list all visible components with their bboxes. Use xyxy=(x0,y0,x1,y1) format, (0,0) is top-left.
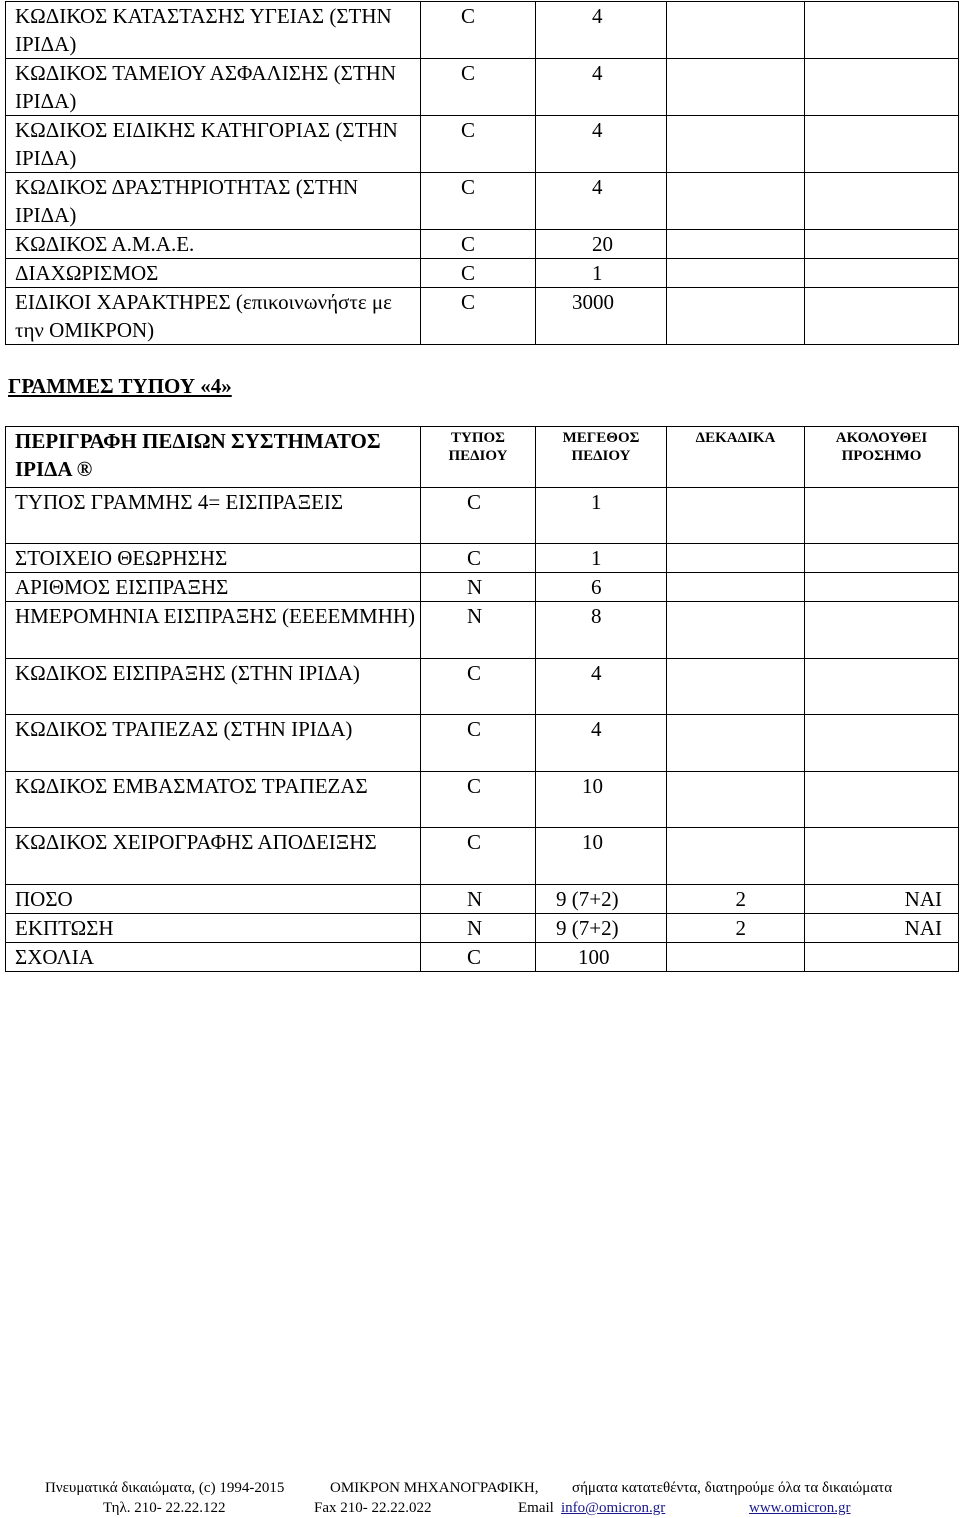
field-size: 1 xyxy=(536,488,667,544)
field-size: 9 (7+2) xyxy=(536,914,667,943)
field-type: C xyxy=(421,943,536,972)
field-size: 4 xyxy=(536,659,667,715)
table-row xyxy=(6,173,959,230)
field-sign: ΝΑΙ xyxy=(805,914,959,943)
table-row xyxy=(6,943,959,972)
field-sign xyxy=(805,659,959,715)
table-row xyxy=(6,828,959,885)
footer-email-label: Email xyxy=(518,1500,554,1516)
field-size: 9 (7+2) xyxy=(536,885,667,914)
footer-phone: Τηλ. 210- 22.22.122 xyxy=(103,1500,226,1516)
table-row xyxy=(6,230,959,259)
field-type: C xyxy=(421,544,536,573)
field-description: ΚΩΔΙΚΟΣ ΕΙΣΠΡΑΞΗΣ (ΣΤΗΝ ΙΡΙΔΑ) xyxy=(6,659,421,715)
field-sign xyxy=(805,2,959,59)
header-sign: ΑΚΟΛΟΥΘΕΙ ΠΡΟΣΗΜΟ xyxy=(805,427,959,488)
table-row xyxy=(6,573,959,602)
footer-fax: Fax 210- 22.22.022 xyxy=(314,1500,432,1516)
field-table-type-4 xyxy=(5,426,959,972)
field-type: C xyxy=(421,715,536,772)
field-sign xyxy=(805,116,959,173)
field-type: N xyxy=(421,602,536,659)
footer-email-link[interactable]: info@omicron.gr xyxy=(561,1500,666,1516)
field-size: 8 xyxy=(536,602,667,659)
field-decimals xyxy=(667,715,805,772)
field-description: ΔΙΑΧΩΡΙΣΜΟΣ xyxy=(6,259,421,288)
field-description: ΚΩΔΙΚΟΣ ΕΙΔΙΚΗΣ ΚΑΤΗΓΟΡΙΑΣ (ΣΤΗΝ ΙΡΙΔΑ) xyxy=(6,116,421,173)
field-type: C xyxy=(421,2,536,59)
table-row xyxy=(6,885,959,914)
table-row xyxy=(6,544,959,573)
field-sign xyxy=(805,602,959,659)
field-size: 10 xyxy=(536,828,667,885)
table-row xyxy=(6,715,959,772)
field-sign xyxy=(805,288,959,345)
field-sign xyxy=(805,544,959,573)
field-decimals xyxy=(667,602,805,659)
field-description: ΠΟΣΟ xyxy=(6,885,421,914)
table-row xyxy=(6,259,959,288)
field-description: ΚΩΔΙΚΟΣ ΤΡΑΠΕΖΑΣ (ΣΤΗΝ ΙΡΙΔΑ) xyxy=(6,715,421,772)
section-title: ΓΡΑΜΜΕΣ ΤΥΠΟΥ «4» xyxy=(8,374,232,398)
field-type: C xyxy=(421,259,536,288)
field-decimals xyxy=(667,772,805,828)
field-sign xyxy=(805,715,959,772)
field-type: C xyxy=(421,828,536,885)
footer-website-link[interactable]: www.omicron.gr xyxy=(749,1500,851,1516)
field-type: C xyxy=(421,173,536,230)
field-type: N xyxy=(421,885,536,914)
field-sign xyxy=(805,59,959,116)
field-decimals: 2 xyxy=(667,914,805,943)
field-decimals xyxy=(667,173,805,230)
header-description: ΠΕΡΙΓΡΑΦΗ ΠΕΔΙΩΝ ΣΥΣΤΗΜΑΤΟΣ ΙΡΙΔΑ ® xyxy=(6,427,421,488)
field-type: C xyxy=(421,488,536,544)
field-size: 100 xyxy=(536,943,667,972)
field-description: ΚΩΔΙΚΟΣ ΧΕΙΡΟΓΡΑΦΗΣ ΑΠΟΔΕΙΞΗΣ xyxy=(6,828,421,885)
field-type: N xyxy=(421,573,536,602)
field-decimals xyxy=(667,259,805,288)
field-description: ΚΩΔΙΚΟΣ ΔΡΑΣΤΗΡΙΟΤΗΤΑΣ (ΣΤΗΝ ΙΡΙΔΑ) xyxy=(6,173,421,230)
field-sign: ΝΑΙ xyxy=(805,885,959,914)
table-row xyxy=(6,659,959,715)
field-sign xyxy=(805,259,959,288)
header-decimals: ΔΕΚΑΔΙΚΑ xyxy=(667,427,805,488)
field-size: 4 xyxy=(536,116,667,173)
field-sign xyxy=(805,828,959,885)
field-decimals xyxy=(667,943,805,972)
field-decimals xyxy=(667,573,805,602)
field-decimals xyxy=(667,828,805,885)
footer-company: ΟΜΙΚΡΟΝ ΜΗΧΑΝΟΓΡΑΦΙΚΗ, xyxy=(330,1480,539,1496)
field-type: C xyxy=(421,659,536,715)
field-size: 10 xyxy=(536,772,667,828)
header-field-size: ΜΕΓΕΘΟΣ ΠΕΔΙΟΥ xyxy=(536,427,667,488)
field-description: ΚΩΔΙΚΟΣ ΕΜΒΑΣΜΑΤΟΣ ΤΡΑΠΕΖΑΣ xyxy=(6,772,421,828)
field-description: ΣΤΟΙΧΕΙΟ ΘΕΩΡΗΣΗΣ xyxy=(6,544,421,573)
footer-copyright: Πνευματικά δικαιώματα, (c) 1994-2015 xyxy=(45,1480,285,1496)
field-sign xyxy=(805,573,959,602)
field-sign xyxy=(805,943,959,972)
field-decimals: 2 xyxy=(667,885,805,914)
field-description: ΚΩΔΙΚΟΣ ΤΑΜΕΙΟΥ ΑΣΦΑΛΙΣΗΣ (ΣΤΗΝ ΙΡΙΔΑ) xyxy=(6,59,421,116)
field-decimals xyxy=(667,230,805,259)
table-header-row xyxy=(6,427,959,488)
field-description: ΤΥΠΟΣ ΓΡΑΜΜΗΣ 4= ΕΙΣΠΡΑΞΕΙΣ xyxy=(6,488,421,544)
field-sign xyxy=(805,772,959,828)
field-size: 20 xyxy=(536,230,667,259)
field-type: C xyxy=(421,116,536,173)
field-size: 4 xyxy=(536,173,667,230)
field-size: 1 xyxy=(536,544,667,573)
field-size: 4 xyxy=(536,2,667,59)
field-description: ΚΩΔΙΚΟΣ ΚΑΤΑΣΤΑΣΗΣ ΥΓΕΙΑΣ (ΣΤΗΝ ΙΡΙΔΑ) xyxy=(6,2,421,59)
field-description: ΕΙΔΙΚΟΙ ΧΑΡΑΚΤΗΡΕΣ (επικοινωνήστε με την ΟΜΙΚΡΟΝ) xyxy=(6,288,421,345)
field-table-top xyxy=(5,1,959,345)
field-decimals xyxy=(667,116,805,173)
field-size: 4 xyxy=(536,715,667,772)
header-field-type: ΤΥΠΟΣ ΠΕΔΙΟΥ xyxy=(421,427,536,488)
field-sign xyxy=(805,173,959,230)
table-row xyxy=(6,2,959,59)
field-size: 4 xyxy=(536,59,667,116)
field-size: 1 xyxy=(536,259,667,288)
table-row xyxy=(6,116,959,173)
field-sign xyxy=(805,230,959,259)
field-decimals xyxy=(667,2,805,59)
field-description: ΑΡΙΘΜΟΣ ΕΙΣΠΡΑΞΗΣ xyxy=(6,573,421,602)
field-decimals xyxy=(667,288,805,345)
field-type: C xyxy=(421,230,536,259)
field-type: N xyxy=(421,914,536,943)
field-sign xyxy=(805,488,959,544)
field-description: ΗΜΕΡΟΜΗΝΙΑ ΕΙΣΠΡΑΞΗΣ (ΕΕΕΕΜΜΗΗ) xyxy=(6,602,421,659)
field-type: C xyxy=(421,288,536,345)
field-type: C xyxy=(421,772,536,828)
table-row xyxy=(6,914,959,943)
field-decimals xyxy=(667,659,805,715)
field-decimals xyxy=(667,488,805,544)
table-row xyxy=(6,772,959,828)
footer-trademarks: σήματα κατατεθέντα, διατηρούμε όλα τα δικαιώματα xyxy=(572,1480,893,1496)
table-row xyxy=(6,59,959,116)
field-description: ΕΚΠΤΩΣΗ xyxy=(6,914,421,943)
field-type: C xyxy=(421,59,536,116)
table-row xyxy=(6,602,959,659)
field-decimals xyxy=(667,544,805,573)
field-size: 6 xyxy=(536,573,667,602)
field-size: 3000 xyxy=(536,288,667,345)
table-row xyxy=(6,488,959,544)
table-row xyxy=(6,288,959,345)
field-decimals xyxy=(667,59,805,116)
field-description: ΚΩΔΙΚΟΣ Α.Μ.Α.Ε. xyxy=(6,230,421,259)
field-description: ΣΧΟΛΙΑ xyxy=(6,943,421,972)
